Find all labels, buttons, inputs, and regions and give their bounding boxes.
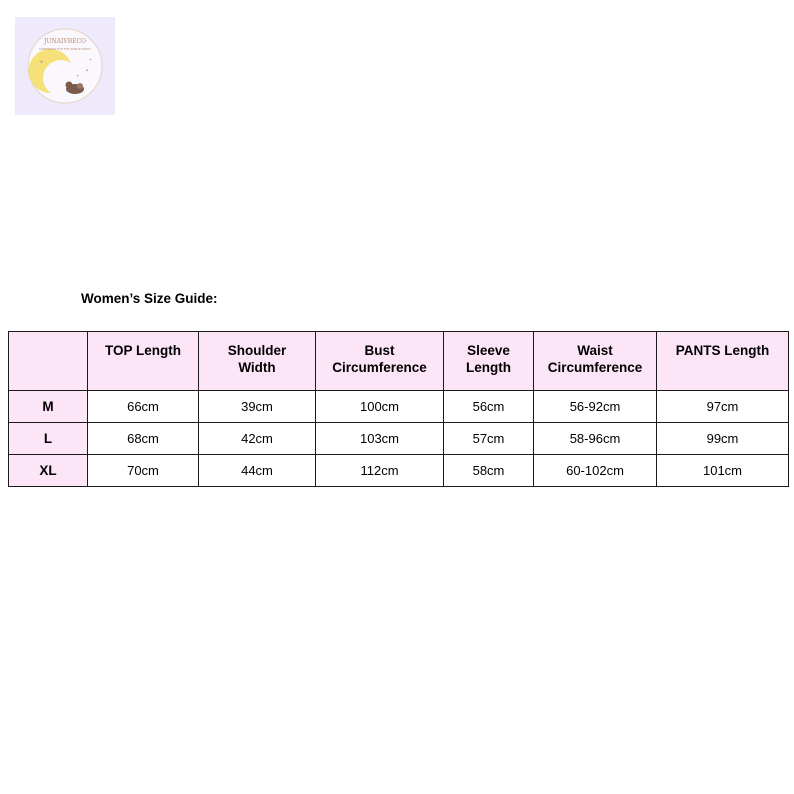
svg-text:✦: ✦ [89,57,93,62]
table-row [9,455,789,487]
size-label: L [9,423,88,455]
svg-text:✦: ✦ [76,73,80,78]
header-bust-circumference: Bust Circumference [316,332,444,391]
logo-tagline: SLEEPWEAR FOR THE WHOLE FAMILY [39,47,91,51]
header-pants-length: PANTS Length [657,332,789,391]
brand-logo [15,17,115,115]
table-cell: 56-92cm [534,391,657,423]
table-cell: 101cm [657,455,789,487]
table-cell: 58cm [444,455,534,487]
moon-logo-icon [15,17,115,115]
table-cell: 103cm [316,423,444,455]
table-cell: 44cm [199,455,316,487]
size-chart-table [8,331,789,487]
table-cell: 57cm [444,423,534,455]
header-sleeve-length: Sleeve Length [444,332,534,391]
table-cell: 66cm [88,391,199,423]
size-guide-title: Women’s Size Guide: [81,291,218,306]
table-cell: 60-102cm [534,455,657,487]
table-cell: 58-96cm [534,423,657,455]
table-cell: 39cm [199,391,316,423]
table-cell: 70cm [88,455,199,487]
table-cell: 97cm [657,391,789,423]
table-cell: 99cm [657,423,789,455]
table-cell: 100cm [316,391,444,423]
size-label: M [9,391,88,423]
size-label: XL [9,455,88,487]
logo-brand-text: JUNAIVBECO [43,38,87,45]
table-cell: 42cm [199,423,316,455]
table-header-row [9,332,789,391]
header-size-corner [9,332,88,391]
svg-text:✦: ✦ [85,68,90,74]
header-shoulder-width: Shoulder Width [199,332,316,391]
table-cell: 68cm [88,423,199,455]
table-cell: 112cm [316,455,444,487]
header-waist-circumference: Waist Circumference [534,332,657,391]
table-row [9,423,789,455]
header-top-length: TOP Length [88,332,199,391]
svg-text:✦: ✦ [39,59,45,66]
table-cell: 56cm [444,391,534,423]
table-row [9,391,789,423]
